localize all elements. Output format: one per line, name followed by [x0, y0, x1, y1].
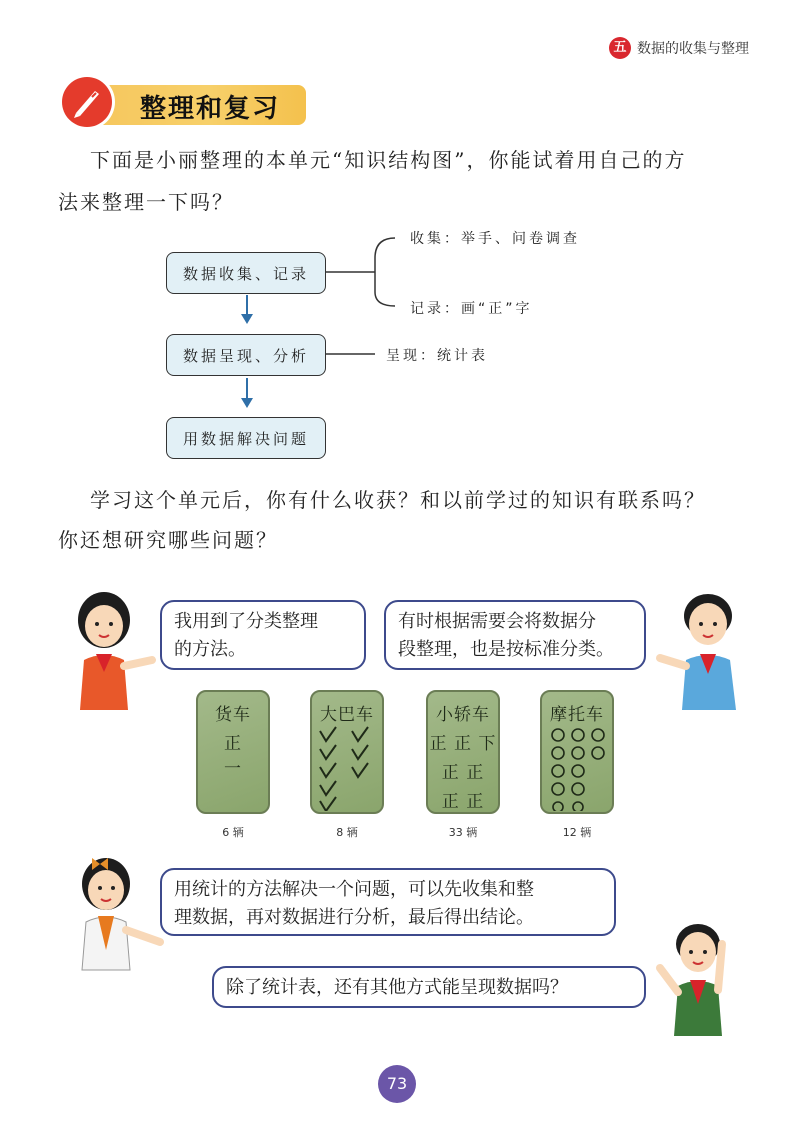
section-title: 整理和复习 — [140, 94, 281, 124]
intro-line-2: 法来整理一下吗？ — [58, 190, 234, 214]
tally-card-car-title: 小轿车 — [436, 705, 490, 725]
page-number: 73 — [378, 1065, 416, 1103]
map-node-solve-problem: 用数据解决问题 — [166, 417, 326, 459]
tally-card-truck-title: 货车 — [215, 705, 251, 725]
question-line-2: 你还想研究哪些问题？ — [58, 528, 278, 552]
girl-student-2-illustration — [70, 850, 170, 975]
bubble-boy-2-line-1: 除了统计表，还有其他方式能呈现数据吗？ — [226, 977, 568, 998]
circle-marks — [544, 725, 614, 811]
tally-card-motorcycle-title: 摩托车 — [550, 705, 604, 725]
boy-student-illustration — [652, 588, 752, 718]
tally-card-truck-marks-1: 正 — [224, 734, 242, 754]
tally-card-bus-title: 大巴车 — [320, 705, 374, 725]
bubble-girl-2-line-2: 理数据，再对数据进行分析，最后得出结论。 — [174, 907, 534, 928]
tally-card-car — [426, 690, 500, 814]
map-node-present-analyze: 数据呈现、分析 — [166, 334, 326, 376]
girl-student-illustration — [62, 588, 162, 718]
speech-bubble-girl-2 — [160, 868, 616, 936]
check-marks — [314, 725, 384, 811]
tally-card-car-marks-2: 正 正 — [441, 763, 485, 783]
bubble-boy-1-line-2: 段整理，也是按标准分类。 — [398, 639, 614, 660]
speech-bubble-boy-2 — [212, 966, 646, 1008]
question-line-1: 学习这个单元后，你有什么收获？和以前学过的知识有联系吗？ — [90, 488, 706, 512]
map-label-record: 记录：画“正”字 — [410, 301, 533, 317]
unit-title: 数据的收集与整理 — [637, 41, 749, 57]
map-node-collect-record: 数据收集、记录 — [166, 252, 326, 294]
bubble-boy-1-line-1: 有时根据需要会将数据分 — [398, 611, 596, 632]
bubble-girl-1-line-2: 的方法。 — [174, 639, 246, 660]
tally-card-car-marks-1: 正 正 下 — [429, 734, 497, 754]
tally-count-truck: 6 辆 — [222, 826, 244, 839]
map-label-present: 呈现：统计表 — [386, 348, 488, 364]
tally-card-truck-marks-2: 一 — [224, 759, 242, 779]
tally-card-car-marks-3: 正 正 — [441, 792, 485, 812]
bubble-girl-1-line-1: 我用到了分类整理 — [174, 611, 318, 632]
tally-count-bus: 8 辆 — [336, 826, 358, 839]
tally-card-truck — [196, 690, 270, 814]
tally-count-motorcycle: 12 辆 — [562, 826, 592, 839]
tally-card-motorcycle — [540, 690, 614, 814]
speech-bubble-girl-1 — [160, 600, 366, 670]
boy-student-2-illustration — [650, 916, 750, 1041]
speech-bubble-boy-1 — [384, 600, 646, 670]
bubble-girl-2-line-1: 用统计的方法解决一个问题，可以先收集和整 — [174, 879, 534, 900]
map-label-collect: 收集：举手、问卷调查 — [410, 231, 580, 247]
tally-card-bus — [310, 690, 384, 814]
knowledge-map-connectors — [0, 0, 800, 470]
tally-count-car: 33 辆 — [448, 826, 478, 839]
intro-line-1: 下面是小丽整理的本单元“知识结构图”，你能试着用自己的方 — [90, 148, 687, 172]
unit-badge: 五 — [609, 37, 631, 59]
